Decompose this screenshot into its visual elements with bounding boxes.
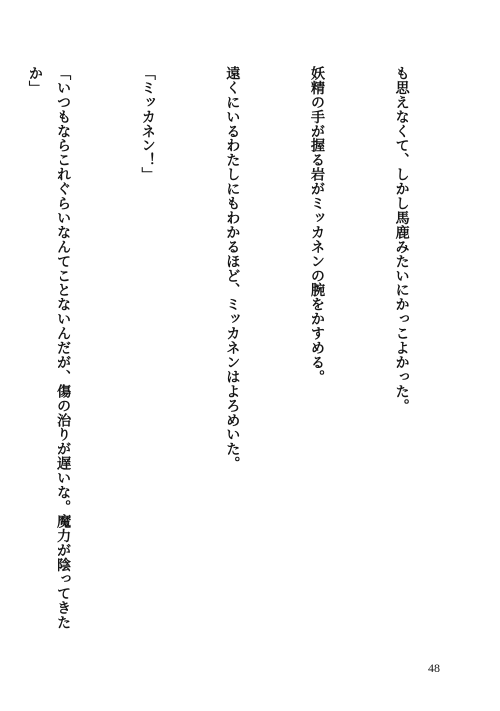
text-line: 「ミッカネン！」: [139, 66, 156, 182]
text-line: も思えなくて、しかし馬鹿みたいにかっこよかった。: [393, 66, 410, 413]
text-line: 「いつもならこれぐらいなんてことないんだが、傷の治りが遅いな。魔力が陰ってきたか」: [26, 66, 72, 630]
vertical-text-block: [0, 66, 472, 648]
text-line: 妖精の手が握る岩がミッカネンの腕をかすめる。: [308, 66, 325, 384]
text-line: 遠くにいるわたしにもわかるほど、ミッカネンはよろめいた。: [224, 66, 241, 471]
page-number: 48: [428, 661, 440, 675]
